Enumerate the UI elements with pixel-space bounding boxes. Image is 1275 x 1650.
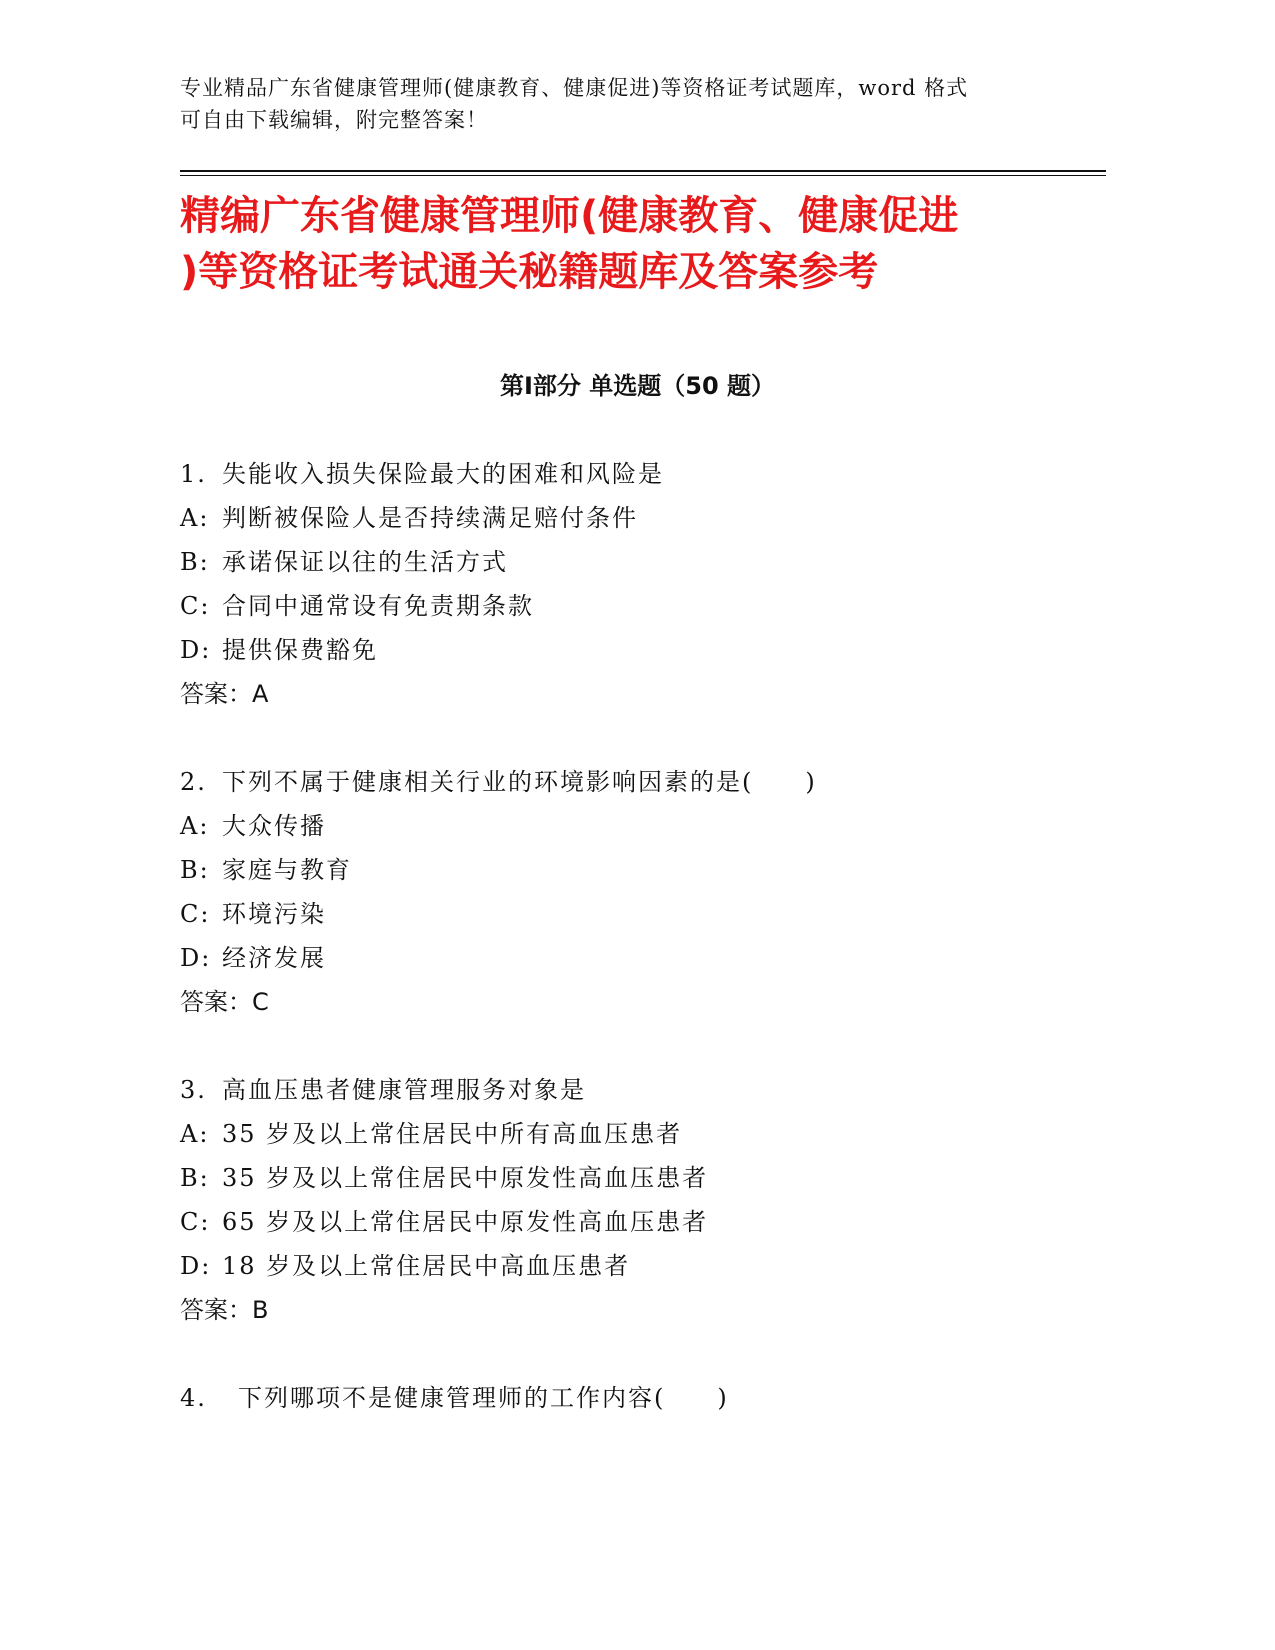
option-c xyxy=(180,584,1080,628)
option-label: D: xyxy=(180,636,212,664)
option-c xyxy=(180,1200,1080,1244)
option-text: 判断被保险人是否持续满足赔付条件 xyxy=(222,504,638,532)
option-label: C: xyxy=(180,592,211,620)
option-text: 18 岁及以上常住居民中高血压患者 xyxy=(222,1252,631,1280)
question-number: 4. xyxy=(180,1384,207,1412)
answer-text: 答案：B xyxy=(180,1296,269,1324)
document-title-line-1: 精编广东省健康管理师(健康教育、健康促进 xyxy=(180,193,959,239)
question-stem xyxy=(180,760,1080,804)
option-text: 大众传播 xyxy=(222,812,326,840)
option-text: 经济发展 xyxy=(222,944,326,972)
question-number: 3. xyxy=(180,1076,207,1104)
option-b xyxy=(180,1156,1080,1200)
question-number: 2. xyxy=(180,768,207,796)
option-text: 合同中通常设有免责期条款 xyxy=(222,592,534,620)
option-label: B: xyxy=(180,548,210,576)
question-stem xyxy=(180,1376,1080,1420)
question-1 xyxy=(180,452,1080,716)
option-text: 35 岁及以上常住居民中所有高血压患者 xyxy=(222,1120,683,1148)
option-d xyxy=(180,936,1080,980)
option-label: C: xyxy=(180,1208,211,1236)
document-title-line-2: )等资格证考试通关秘籍题库及答案参考 xyxy=(180,249,879,295)
question-text: 下列不属于健康相关行业的环境影响因素的是( ) xyxy=(222,768,817,796)
option-d xyxy=(180,628,1080,672)
option-label: D: xyxy=(180,944,212,972)
question-4 xyxy=(180,1376,1080,1420)
option-a xyxy=(180,496,1080,540)
option-b xyxy=(180,540,1080,584)
option-label: A: xyxy=(180,1120,210,1148)
option-c xyxy=(180,892,1080,936)
option-label: C: xyxy=(180,900,211,928)
option-text: 承诺保证以往的生活方式 xyxy=(222,548,508,576)
option-label: A: xyxy=(180,812,210,840)
option-text: 35 岁及以上常住居民中原发性高血压患者 xyxy=(222,1164,709,1192)
option-text: 提供保费豁免 xyxy=(222,636,378,664)
answer-text: 答案：C xyxy=(180,988,269,1016)
option-text: 65 岁及以上常住居民中原发性高血压患者 xyxy=(222,1208,709,1236)
question-text: 下列哪项不是健康管理师的工作内容( ) xyxy=(238,1384,729,1412)
question-list xyxy=(180,452,1080,1464)
question-stem xyxy=(180,452,1080,496)
header-note xyxy=(180,72,1060,136)
header-note-line-2: 可自由下载编辑，附完整答案！ xyxy=(180,108,488,132)
question-text: 失能收入损失保险最大的困难和风险是 xyxy=(222,460,664,488)
option-text: 家庭与教育 xyxy=(222,856,352,884)
option-text: 环境污染 xyxy=(222,900,326,928)
option-label: B: xyxy=(180,856,210,884)
question-number: 1. xyxy=(180,460,207,488)
header-rule-thick xyxy=(180,170,1106,172)
option-label: D: xyxy=(180,1252,212,1280)
question-3 xyxy=(180,1068,1080,1332)
option-label: B: xyxy=(180,1164,210,1192)
question-text: 高血压患者健康管理服务对象是 xyxy=(222,1076,586,1104)
option-b xyxy=(180,848,1080,892)
option-a xyxy=(180,804,1080,848)
answer-text: 答案：A xyxy=(180,680,269,708)
option-label: A: xyxy=(180,504,210,532)
question-stem xyxy=(180,1068,1080,1112)
header-rule-thin xyxy=(180,175,1106,176)
option-d xyxy=(180,1244,1080,1288)
option-a xyxy=(180,1112,1080,1156)
section-heading: 第Ⅰ部分 单选题（50 题） xyxy=(499,372,776,400)
question-2 xyxy=(180,760,1080,1024)
header-note-line-1: 专业精品广东省健康管理师(健康教育、健康促进)等资格证考试题库，word 格式 xyxy=(180,76,969,100)
document-title xyxy=(180,188,1080,300)
